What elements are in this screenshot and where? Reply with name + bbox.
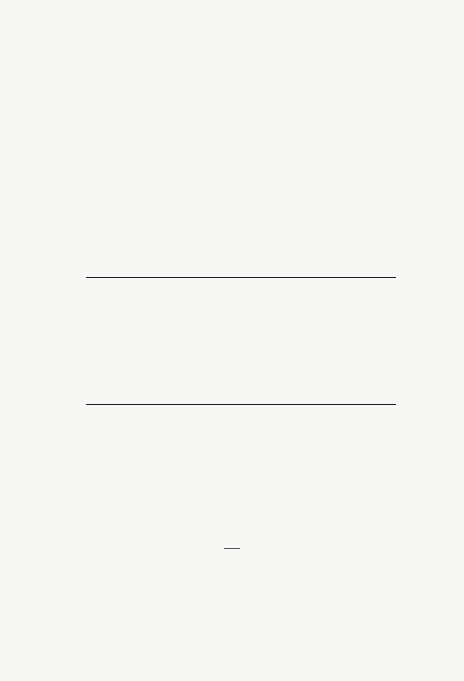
cip-line (86, 303, 396, 316)
cip-line (86, 337, 396, 350)
divider-bottom (86, 404, 396, 405)
divider-top (86, 277, 396, 278)
cip-line (86, 371, 396, 384)
credit-line (86, 514, 396, 527)
summary-line (86, 181, 396, 194)
credit-line (86, 497, 396, 510)
cip-block (86, 286, 396, 405)
credit-line (86, 548, 396, 561)
cip-line (86, 354, 396, 367)
credit-line (86, 480, 396, 493)
summary-line (86, 198, 396, 211)
credit-line (86, 565, 396, 578)
cip-line (86, 320, 396, 333)
credit-line (86, 429, 396, 442)
credit-line (86, 616, 396, 629)
summary-line (86, 147, 396, 160)
credits-block (86, 412, 396, 650)
cip-line (86, 388, 396, 401)
credit-line (86, 633, 396, 646)
credit-line (86, 531, 396, 544)
credit-line (86, 412, 396, 425)
summary-line (86, 215, 396, 228)
summary-line (86, 130, 396, 143)
ornament-rule (224, 548, 240, 549)
credit-line (86, 463, 396, 476)
summary-line (86, 249, 396, 262)
credit-line (86, 446, 396, 459)
summary-line (86, 164, 396, 177)
summary-line (86, 232, 396, 245)
credit-line (86, 582, 396, 595)
credit-line (86, 599, 396, 612)
summary-block (86, 130, 396, 283)
cip-line (86, 286, 396, 299)
